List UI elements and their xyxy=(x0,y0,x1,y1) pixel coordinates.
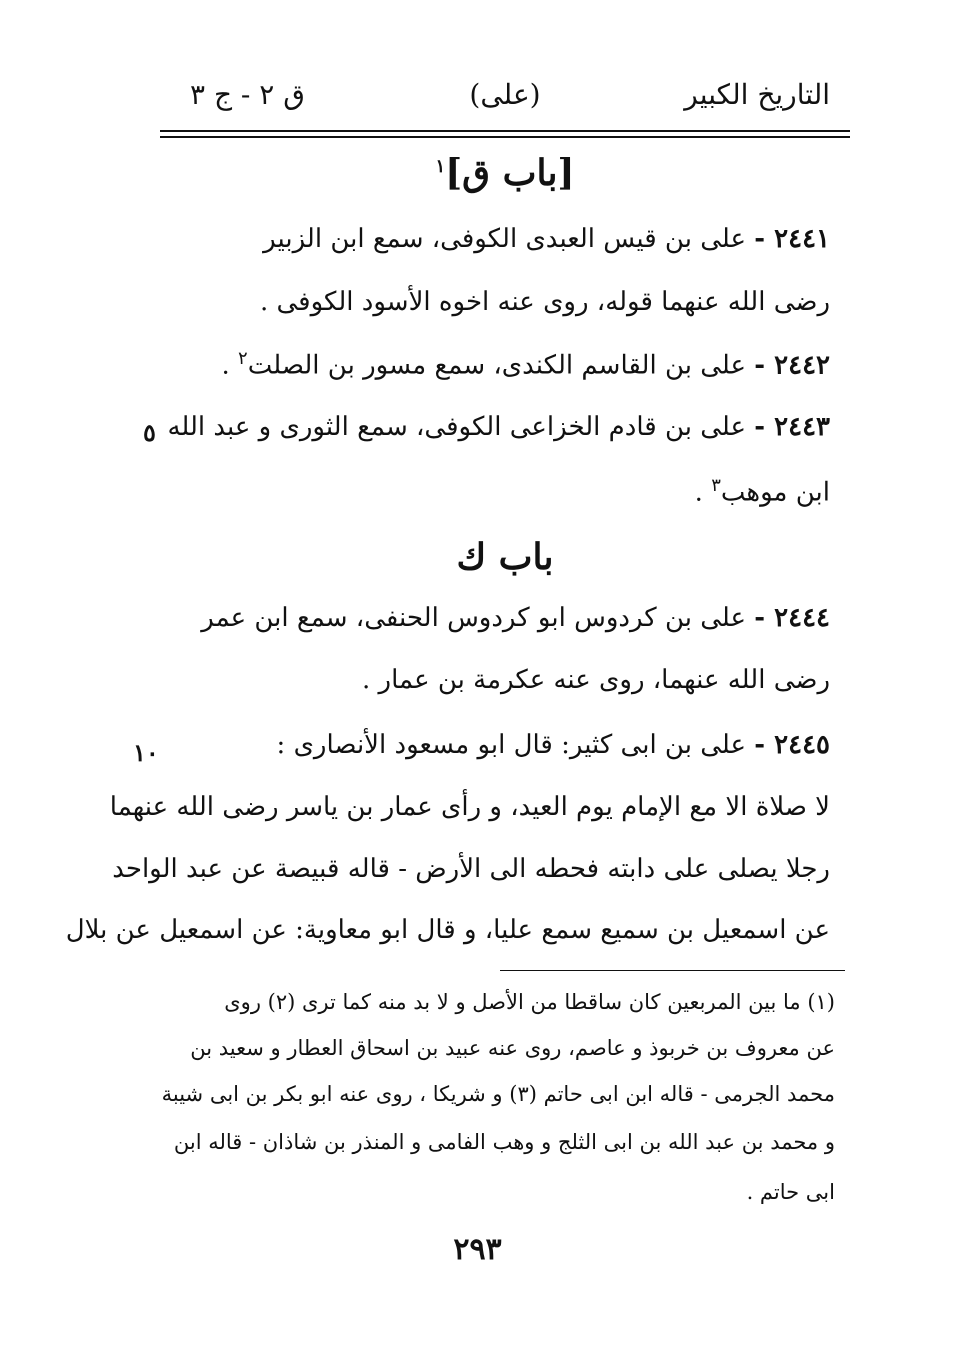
footnote-marker: ٣ xyxy=(711,475,721,496)
header-title: التاريخ الكبير xyxy=(684,78,830,111)
footnote-line: محمد الجرمى - قاله ابن ابى حاتم (٣) و شريكا ، روى عنه ابو بكر بن ابى شيبة xyxy=(161,1082,835,1106)
heading-bab-qaf-text: [باب ق] xyxy=(445,152,575,194)
heading-bab-kaf: باب ك xyxy=(456,536,554,578)
entry-end: . xyxy=(221,350,230,381)
entry-number: ٢٤٤٢ - xyxy=(754,350,830,381)
header-rule xyxy=(160,130,850,132)
footnote-separator xyxy=(500,970,845,971)
margin-line-number-10: ١٠ xyxy=(133,738,159,767)
entry-2445-line-2: لا صلاة الا مع الإمام يوم العيد، و رأى عمار بن ياسر رضى الله عنهما xyxy=(109,792,830,822)
footnote-line: و محمد بن عبد الله بن ابى الثلج و وهب الفامى و المنذر بن شاذان - قاله ابن xyxy=(173,1130,835,1154)
heading-bab-qaf xyxy=(180,152,830,194)
entry-2442-line-1 xyxy=(180,348,830,382)
entry-2443-line-2 xyxy=(180,475,830,509)
footnote-line: ابى حاتم . xyxy=(746,1180,835,1204)
entry-text: على بن قيس العبدى الكوفى، سمع ابن الزبير xyxy=(263,224,747,254)
entry-text: ابن موهب xyxy=(720,477,830,508)
entry-number: ٢٤٤٣ - xyxy=(754,412,830,442)
footnote-marker: ٢ xyxy=(238,348,248,369)
entry-2443-line-1 xyxy=(167,412,830,443)
page-number: ٢٩٣ xyxy=(453,1232,502,1267)
footnote-line: (١) ما بين المربعين كان ساقطا من الأصل و لا بد منه كما ترى (٢) روى xyxy=(224,990,835,1014)
entry-2444-line-2: رضى الله عنهما، روى عنه عكرمة بن عمار . xyxy=(362,665,830,695)
running-header xyxy=(180,78,830,122)
header-volume: ق ٢ - ج ٣ xyxy=(190,78,305,111)
entry-2444-line-1 xyxy=(180,603,830,634)
entry-2445-line-1 xyxy=(180,730,830,761)
footnote-line: عن معروف بن خربوذ و عاصم، روى عنه عبيد بن اسحاق العطار و سعيد بن xyxy=(190,1036,835,1060)
entry-2441-line-1 xyxy=(180,224,830,255)
entry-number: ٢٤٤٥ - xyxy=(754,730,830,760)
entry-end: . xyxy=(694,477,703,508)
header-rule-double xyxy=(160,136,850,138)
entry-text: على بن قادم الخزاعى الكوفى، سمع الثورى و عبد الله xyxy=(167,412,747,442)
entry-text: على بن كردوس ابو كردوس الحنفى، سمع ابن عمر xyxy=(201,603,747,633)
entry-2445-line-3: رجلا يصلى على دابته فحطه الى الأرض - قاله قبيصة عن عبد الواحد xyxy=(112,854,830,884)
entry-2445-line-4: عن اسمعيل بن سميع سمع عليا، و قال ابو معاوية: عن اسمعيل عن بلال xyxy=(65,915,830,945)
entry-number: ٢٤٤٤ - xyxy=(754,603,830,633)
margin-line-number-5: ٥ xyxy=(143,418,156,447)
entry-text: على بن القاسم الكندى، سمع مسور بن الصلت xyxy=(247,350,747,381)
entry-number: ٢٤٤١ - xyxy=(754,224,830,254)
entry-2441-line-2: رضى الله عنهما قوله، روى عنه اخوه الأسود الكوفى . xyxy=(259,287,830,317)
entry-text: على بن ابى كثير: قال ابو مسعود الأنصارى : xyxy=(276,730,747,760)
header-section: (على) xyxy=(469,78,541,111)
footnote-marker: ١ xyxy=(435,156,446,177)
